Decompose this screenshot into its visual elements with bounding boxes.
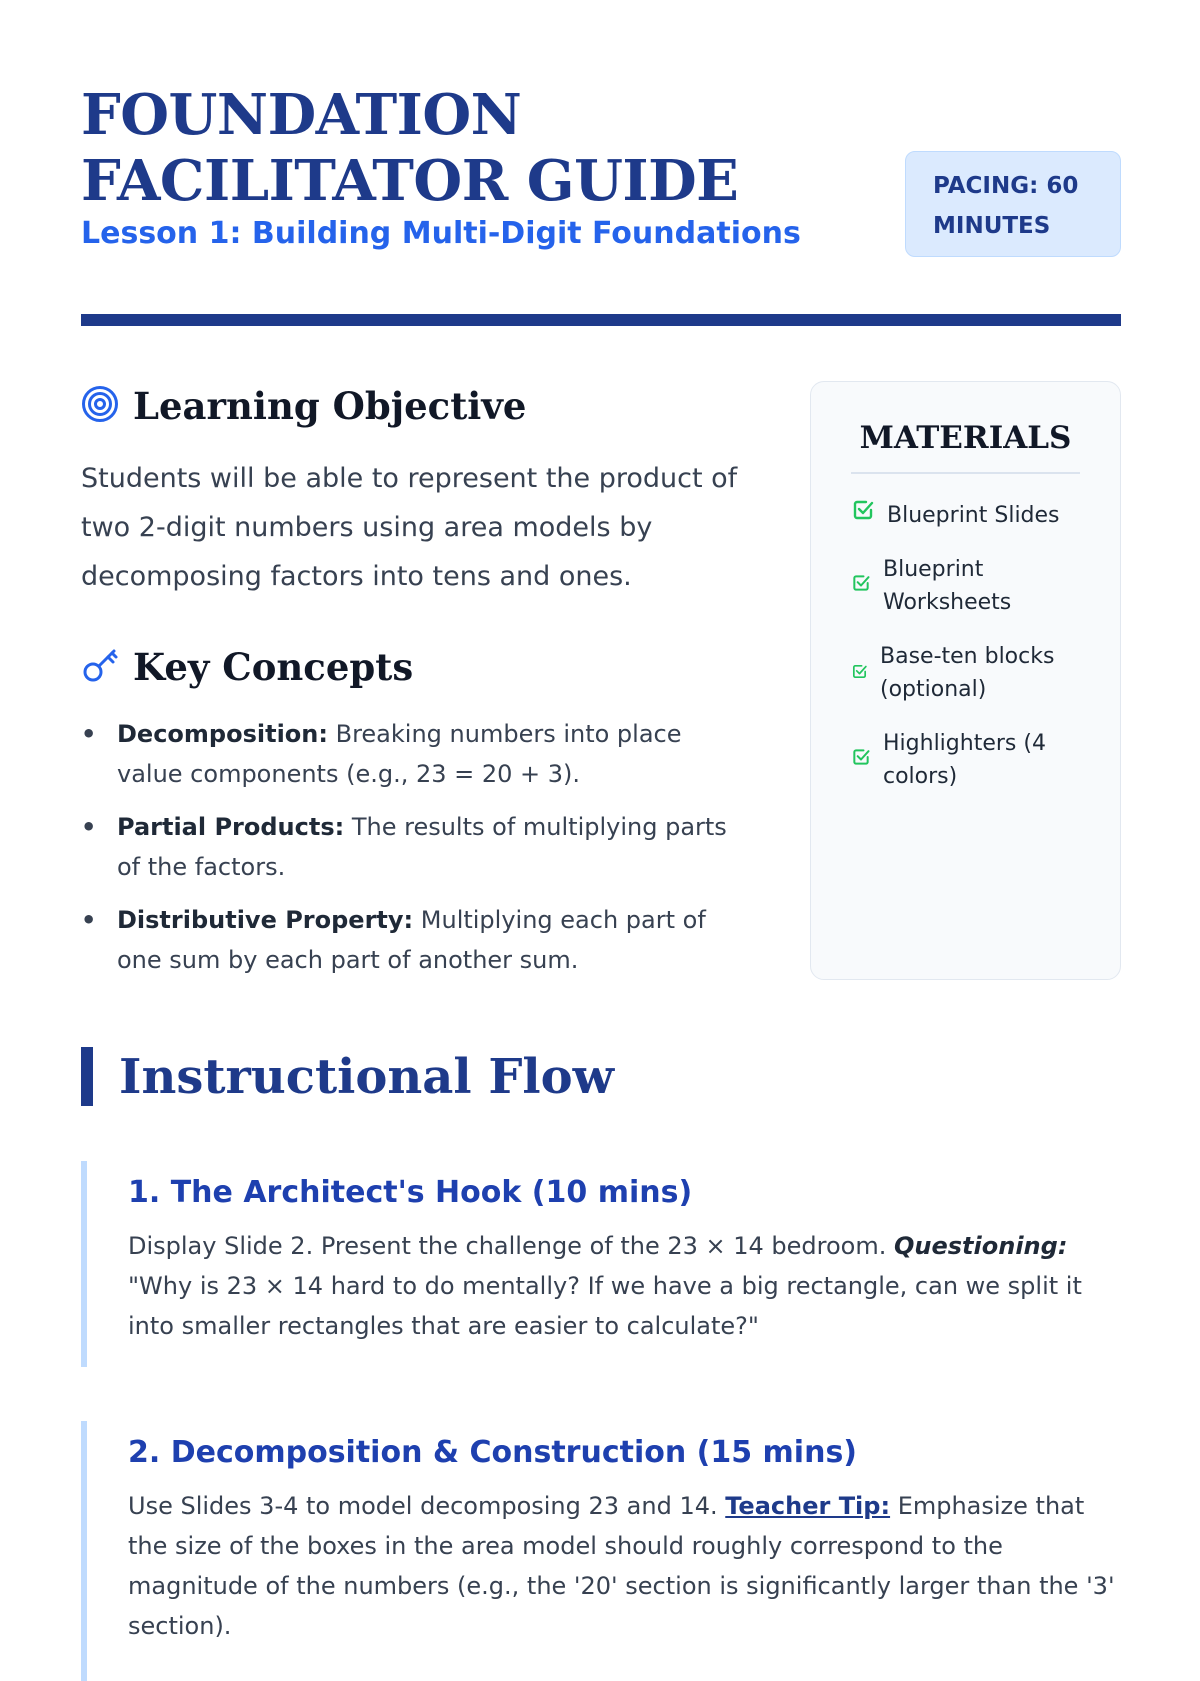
step-title: 1. The Architect's Hook (10 mins) [128,1175,693,1210]
step-text-b: Emphasize that the size of the boxes in the area model should roughly correspond to the magnitude of the numbers (e.g., the '20' section is significantly larger than the '3' section). [128,1492,1115,1640]
bullet-icon: • [81,813,97,841]
material-label: Blueprint Slides [887,502,1060,528]
concept-term: Decomposition: [117,720,328,748]
concept-text: Multiplying each part of one sum by each part of another sum. [117,906,706,974]
concepts-heading: Key Concepts [133,645,414,689]
step-text [128,1226,1121,1346]
header-divider [81,314,1121,326]
material-label: Blueprint Worksheets [883,557,1012,615]
material-label: Highlighters (4 colors) [883,731,1046,789]
flow-step-2 [81,1421,1121,1681]
objective-text: Students will be able to represent the product of two 2-digit numbers using area models by decomposing factors into tens and ones. [81,463,738,592]
step-text-a: Display Slide 2. Present the challenge of the 23 × 14 bedroom. [128,1232,894,1260]
step-text-a: Use Slides 3-4 to model decomposing 23 and 14. [128,1492,726,1520]
step-label: Questioning: [894,1232,1068,1260]
step-text [128,1486,1121,1646]
checkbox-checked-icon [851,570,871,603]
concept-item [81,900,741,980]
title-line-1: FOUNDATION [81,82,522,148]
pacing-line-2: MINUTES [933,213,1051,239]
target-icon [81,385,119,427]
concept-text: The results of multiplying parts of the factors. [117,813,727,881]
materials-list [851,498,1080,793]
materials-heading: MATERIALS [851,420,1080,474]
concepts-heading-row [81,645,413,689]
material-item [851,553,1080,619]
title-line-2: FACILITATOR GUIDE [81,148,739,214]
step-title: 2. Decomposition & Construction (15 mins) [128,1435,858,1470]
teacher-tip-link[interactable]: Teacher Tip: [725,1492,891,1520]
material-item [851,727,1080,793]
material-item [851,498,1080,532]
bullet-icon: • [81,906,97,934]
checkbox-checked-icon [851,744,871,777]
material-label: Base-ten blocks (optional) [880,644,1055,702]
objective-heading-row [81,384,526,428]
material-item [851,640,1080,706]
flow-heading: Instructional Flow [119,1048,614,1105]
page-title [81,82,738,214]
concept-item [81,714,741,794]
checkbox-checked-icon [851,657,868,690]
concept-item [81,807,741,887]
concept-term: Distributive Property: [117,906,414,934]
lesson-subtitle: Lesson 1: Building Multi-Digit Foundations [81,216,801,251]
flow-step-1 [81,1161,1121,1367]
pacing-line-1: PACING: 60 [933,173,1079,199]
pacing-badge [905,151,1121,257]
bullet-icon: • [81,720,97,748]
step-text-b: "Why is 23 × 14 hard to do mentally? If we have a big rectangle, can we split it into smaller rectangles that are easier to calculate?" [128,1272,1082,1340]
materials-panel [810,381,1121,980]
concept-term: Partial Products: [117,813,345,841]
flow-heading-bar [81,1047,614,1106]
checkbox-checked-icon [851,498,875,532]
concept-text: Breaking numbers into place value components (e.g., 23 = 20 + 3). [117,720,682,788]
guide-header [81,82,1121,262]
key-icon [81,646,119,688]
concepts-list [81,714,741,993]
objective-heading: Learning Objective [133,384,527,428]
